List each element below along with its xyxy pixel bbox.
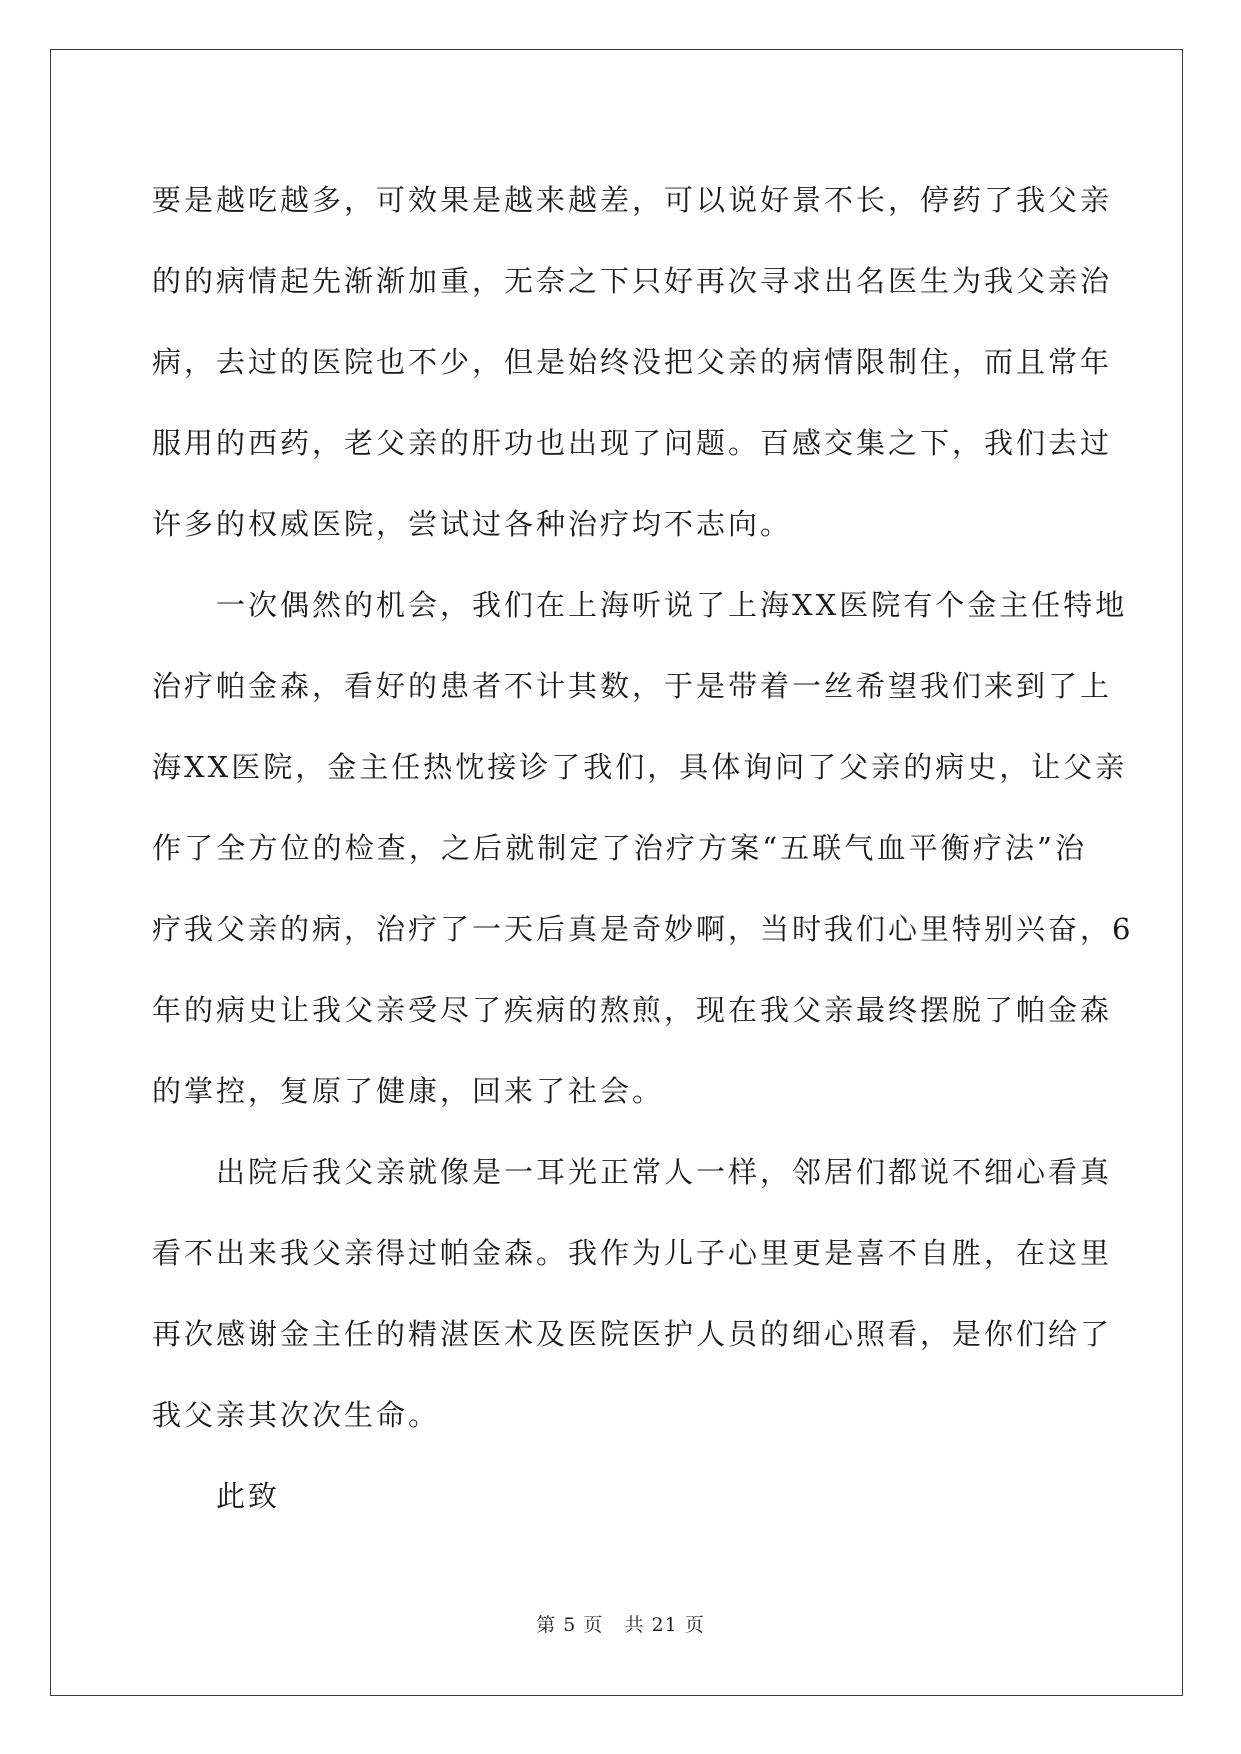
text-line: 的掌控，复原了健康，回来了社会。 [152, 1074, 665, 1108]
text-line: 年的病史让我父亲受尽了疾病的熬煎，现在我父亲最终摆脱了帕金森 [152, 993, 1113, 1027]
document-body [152, 160, 1134, 1537]
text-line: 再次感谢金主任的精湛医术及医院医护人员的细心照看，是你们给了 [152, 1317, 1113, 1351]
paragraph-1 [152, 160, 1113, 565]
text-line: 的的病情起先渐渐加重，无奈之下只好再次寻求出名医生为我父亲治 [152, 264, 1113, 298]
closing-salutation: 此致 [216, 1479, 281, 1513]
text-line: 治疗帕金森，看好的患者不计其数，于是带着一丝希望我们来到了上 [152, 669, 1113, 703]
text-line: 看不出来我父亲得过帕金森。我作为儿子心里更是喜不自胜，在这里 [152, 1236, 1113, 1270]
text-line: 许多的权威医院，尝试过各种治疗均不志向。 [152, 507, 793, 541]
page-footer [0, 1610, 1241, 1637]
text-line: 出院后我父亲就像是一耳光正常人一样，邻居们都说不细心看真 [216, 1155, 1113, 1189]
text-line: 服用的西药，老父亲的肝功也出现了问题。百感交集之下，我们去过 [152, 426, 1113, 460]
page-total: 共 21 页 [624, 1614, 705, 1636]
text-line: 一次偶然的机会，我们在上海听说了上海XX医院有个金主任特地 [216, 588, 1128, 622]
text-line: 我父亲其次次生命。 [152, 1398, 441, 1432]
text-line: 作了全方位的检查，之后就制定了治疗方案“五联气血平衡疗法”治 [152, 831, 1087, 865]
text-line: 病，去过的医院也不少，但是始终没把父亲的病情限制住，而且常年 [152, 345, 1113, 379]
paragraph-2 [152, 565, 1134, 1132]
text-line: 海XX医院，金主任热忱接诊了我们，具体询问了父亲的病史，让父亲 [152, 750, 1128, 784]
paragraph-closing [152, 1456, 1087, 1537]
paragraph-3 [152, 1132, 1113, 1456]
text-line: 要是越吃越多，可效果是越来越差，可以说好景不长，停药了我父亲 [152, 183, 1113, 217]
text-line: 疗我父亲的病，治疗了一天后真是奇妙啊，当时我们心里特别兴奋，6 [152, 912, 1134, 946]
page-number: 第 5 页 [536, 1614, 604, 1636]
